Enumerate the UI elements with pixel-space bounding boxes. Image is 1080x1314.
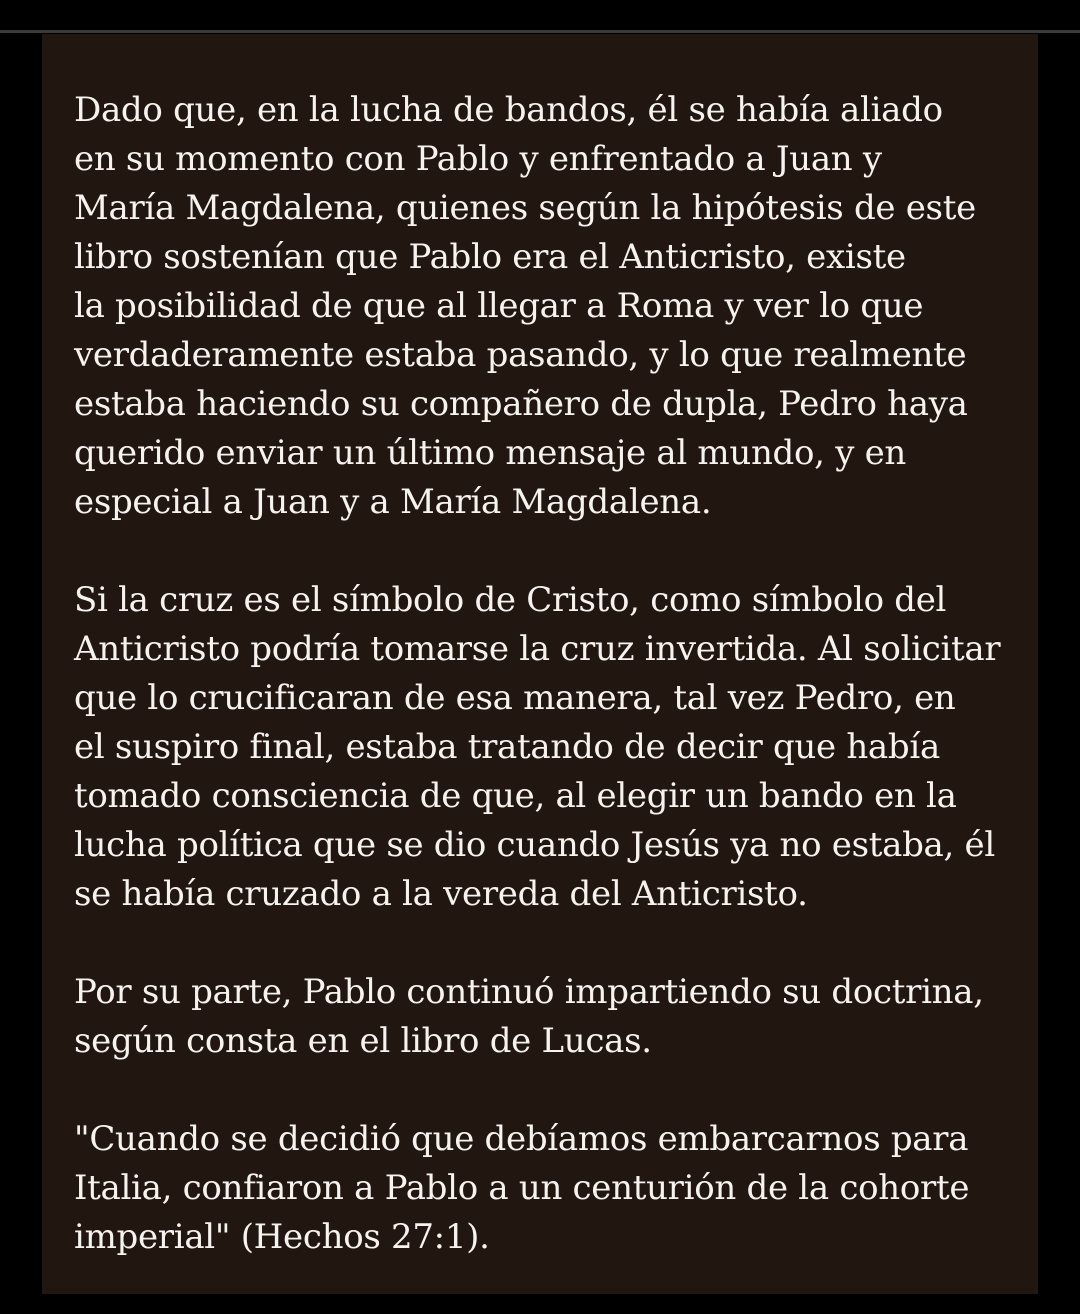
text-line: Por su parte, Pablo continuó impartiendo su doctrina, — [74, 972, 984, 1012]
text-line: Dado que, en la lucha de bandos, él se había aliado — [74, 90, 943, 130]
text-line: "Cuando se decidió que debíamos embarcarnos para — [74, 1119, 969, 1159]
paragraph-2 — [74, 576, 1014, 919]
text-line: tomado consciencia de que, al elegir un bando en la — [74, 776, 957, 816]
text-line: la posibilidad de que al llegar a Roma y ver lo que — [74, 286, 924, 326]
text-column — [74, 86, 1014, 1262]
text-line: estaba haciendo su compañero de dupla, Pedro haya — [74, 384, 968, 424]
text-line: Si la cruz es el símbolo de Cristo, como símbolo del — [74, 580, 947, 620]
text-line: Italia, confiaron a Pablo a un centurión de la cohorte — [74, 1168, 970, 1208]
text-line: especial a Juan y a María Magdalena. — [74, 482, 712, 522]
text-line: se había cruzado a la vereda del Anticristo. — [74, 874, 808, 914]
reader-page[interactable] — [42, 34, 1038, 1294]
text-line: lucha política que se dio cuando Jesús ya no estaba, él — [74, 825, 995, 865]
paragraph-3 — [74, 968, 1014, 1066]
text-line: querido enviar un último mensaje al mundo, y en — [74, 433, 907, 473]
text-line: según consta en el libro de Lucas. — [74, 1021, 652, 1061]
text-line: que lo crucificaran de esa manera, tal vez Pedro, en — [74, 678, 956, 718]
text-line: libro sostenían que Pablo era el Anticristo, existe — [74, 237, 906, 277]
text-line: verdaderamente estaba pasando, y lo que realmente — [74, 335, 967, 375]
top-divider — [0, 30, 1080, 33]
paragraph-1 — [74, 86, 1014, 527]
text-line: imperial" (Hechos 27:1). — [74, 1217, 490, 1257]
text-line: María Magdalena, quienes según la hipótesis de este — [74, 188, 976, 228]
text-line: Anticristo podría tomarse la cruz invertida. Al solicitar — [74, 629, 1001, 669]
paragraph-quote — [74, 1115, 1014, 1262]
text-line: el suspiro final, estaba tratando de decir que había — [74, 727, 940, 767]
text-line: en su momento con Pablo y enfrentado a Juan y — [74, 139, 882, 179]
